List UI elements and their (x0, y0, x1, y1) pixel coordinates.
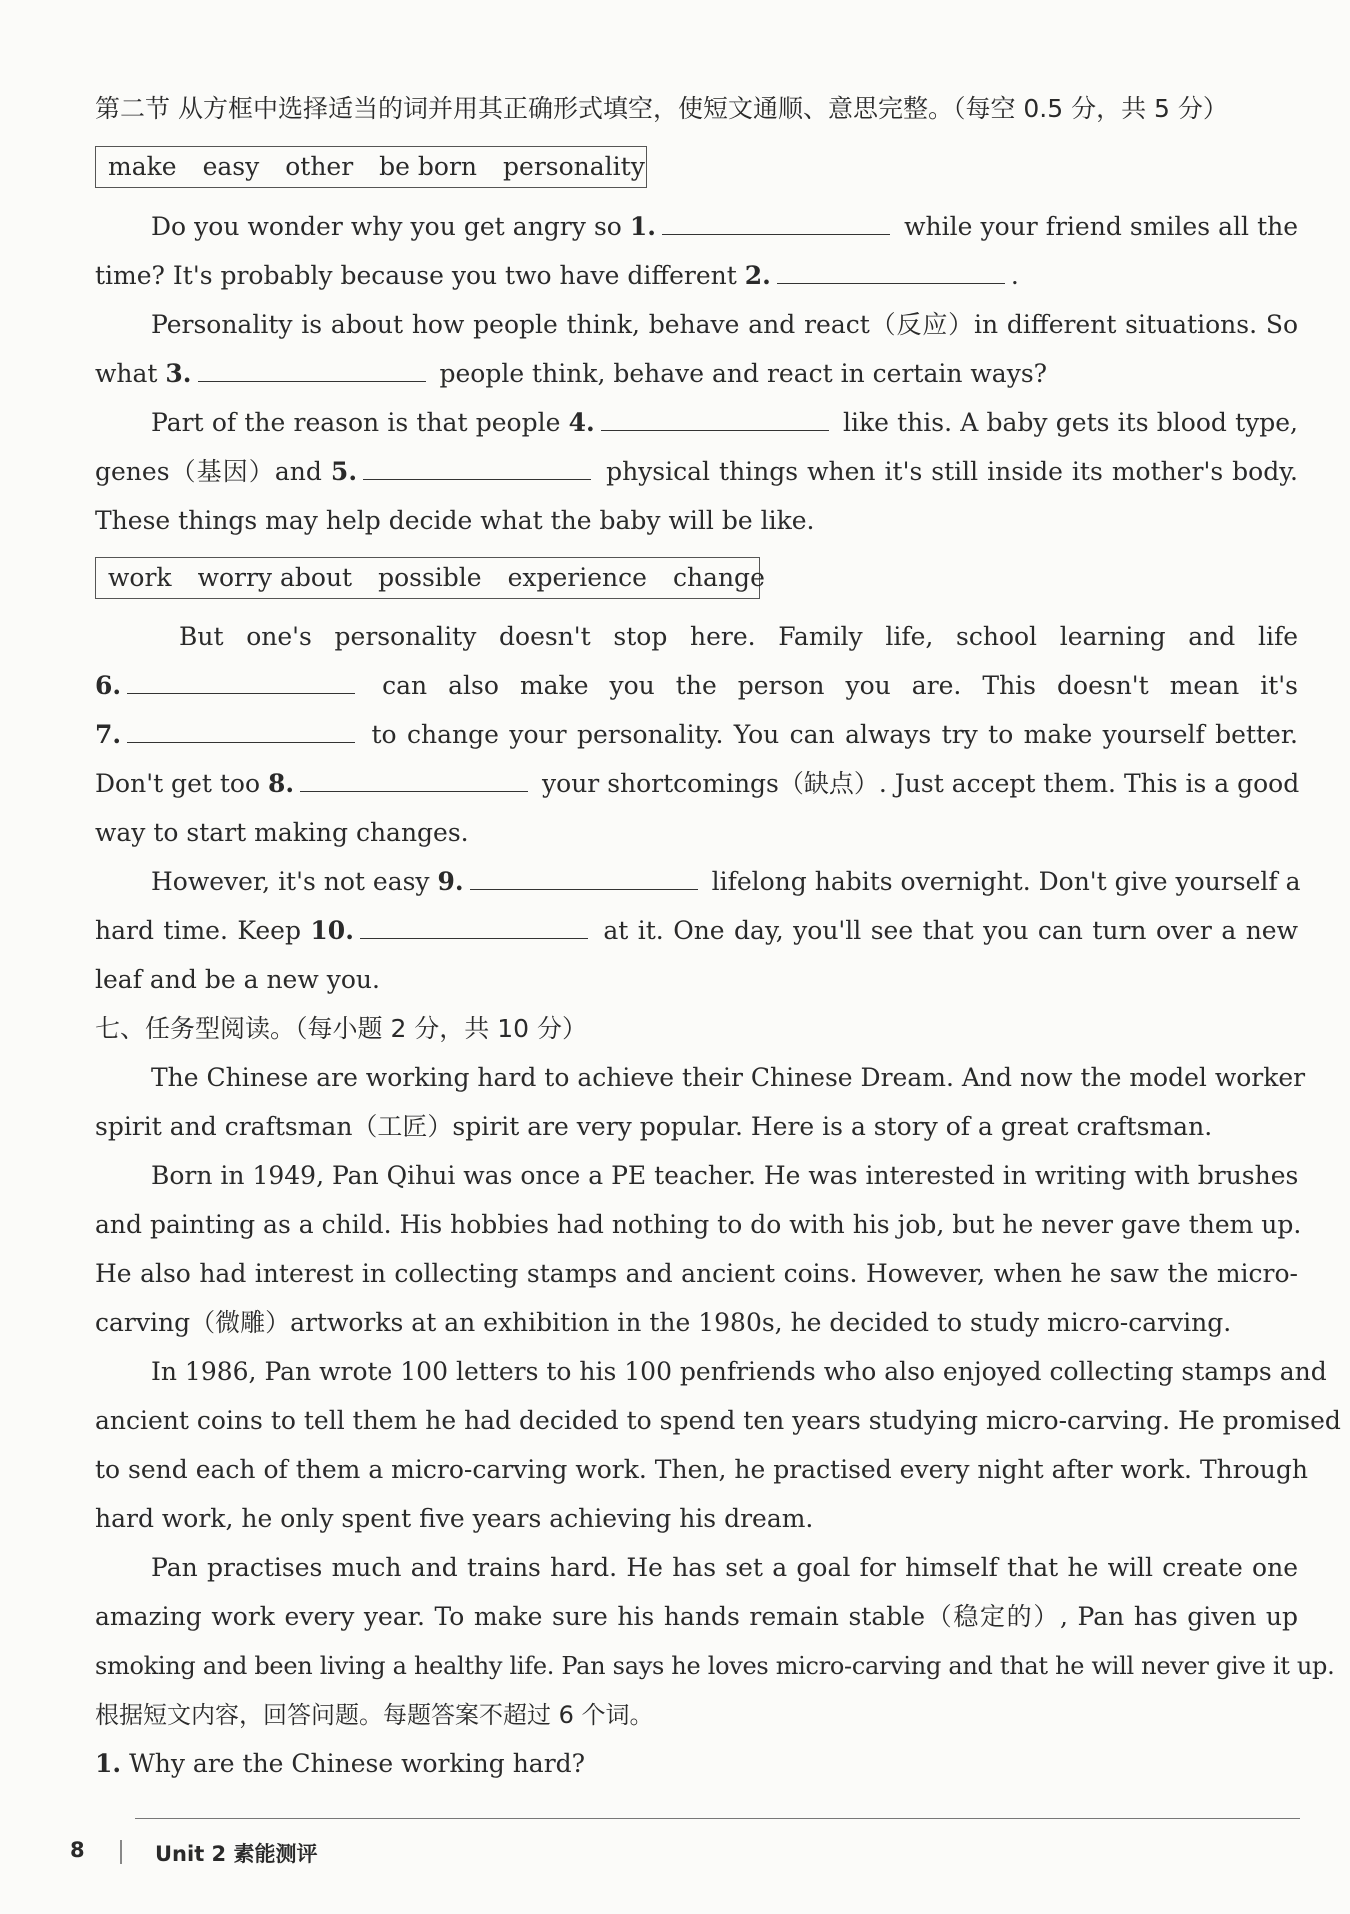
passage-line: way to start making changes. (95, 818, 469, 847)
passage-line: 7. to change your personality. You can always try to make yourself better. (95, 720, 1298, 749)
answer-blank-3[interactable] (198, 357, 426, 382)
word-box-item: personality (503, 152, 645, 181)
reading-line: and painting as a child. His hobbies had nothing to do with his job, but he never gave them up. (95, 1210, 1302, 1239)
passage-line: But one's personality doesn't stop here. Family life, school learning and life (179, 622, 1298, 651)
reading-line: hard work, he only spent five years achieving his dream. (95, 1504, 814, 1533)
word-box-item: experience (507, 563, 647, 592)
word-box-item: be born (379, 152, 478, 181)
answer-blank-2[interactable] (777, 259, 1005, 284)
blank-number: 2. (744, 261, 771, 290)
passage-line: These things may help decide what the baby will be like. (95, 506, 815, 535)
blank-number: 4. (568, 408, 595, 437)
answer-blank-7[interactable] (127, 718, 355, 743)
reading-line: spirit and craftsman（工匠）spirit are very popular. Here is a story of a great craftsman. (95, 1112, 1213, 1141)
answer-blank-9[interactable] (470, 865, 698, 890)
word-box-2 (95, 557, 765, 599)
footer-rule (135, 1818, 1300, 1819)
passage-line: time? It's probably because you two have different 2. . (95, 261, 1019, 290)
reading-line: ancient coins to tell them he had decided to spend ten years studying micro-carving. He promised (95, 1406, 1341, 1435)
answer-blank-5[interactable] (363, 455, 591, 480)
section2-heading: 第二节 从方框中选择适当的词并用其正确形式填空，使短文通顺、意思完整。（每空 0.5 分，共 5 分） (95, 94, 1228, 123)
blank-number: 1. (629, 212, 657, 241)
answer-blank-1[interactable] (662, 210, 890, 235)
section7-heading: 七、任务型阅读。（每小题 2 分，共 10 分） (95, 1014, 588, 1043)
answer-blank-8[interactable] (300, 767, 528, 792)
footer-unit-title: Unit 2 素能测评 (155, 1842, 318, 1866)
passage-line: genes（基因）and 5. physical things when it's still inside its mother's body. (95, 457, 1298, 486)
reading-line: In 1986, Pan wrote 100 letters to his 100 penfriends who also enjoyed collecting stamps and (151, 1357, 1327, 1386)
blank-number: 6. (95, 671, 122, 700)
word-box-item: worry about (197, 563, 353, 592)
reading-line: to send each of them a micro-carving work. Then, he practised every night after work. Through (95, 1455, 1308, 1484)
footer-separator (120, 1840, 122, 1864)
reading-line: The Chinese are working hard to achieve their Chinese Dream. And now the model worker (151, 1063, 1306, 1092)
instruction-text: 根据短文内容，回答问题。每题答案不超过 6 个词。 (95, 1701, 654, 1729)
blank-number: 9. (437, 867, 464, 896)
word-box-item: make (108, 152, 177, 181)
blank-number: 5. (330, 457, 358, 486)
blank-number: 10. (310, 916, 354, 945)
passage-line: However, it's not easy 9. lifelong habits overnight. Don't give yourself a (151, 867, 1301, 896)
passage-line: Do you wonder why you get angry so 1. while your friend smiles all the (151, 212, 1299, 241)
answer-blank-10[interactable] (360, 914, 588, 939)
word-box-item: change (672, 563, 765, 592)
word-box-item: other (285, 152, 354, 181)
reading-line: smoking and been living a healthy life. Pan says he loves micro-carving and that he will never give it up. (95, 1652, 1335, 1680)
word-box-1 (95, 146, 647, 188)
question-1 (95, 1747, 1298, 1781)
passage-line: Part of the reason is that people 4. like this. A baby gets its blood type, (151, 408, 1299, 437)
answer-blank-4[interactable] (601, 406, 829, 431)
passage-line: leaf and be a new you. (95, 965, 380, 994)
reading-line: Born in 1949, Pan Qihui was once a PE teacher. He was interested in writing with brushes (151, 1161, 1299, 1190)
word-box-item: possible (378, 563, 482, 592)
passage-line: what 3. people think, behave and react in certain ways? (95, 359, 1048, 388)
question-number: 1. (95, 1749, 122, 1778)
blank-number: 3. (165, 359, 192, 388)
page-number: 8 (70, 1838, 85, 1862)
blank-number: 8. (267, 769, 295, 798)
passage-line: hard time. Keep 10. at it. One day, you'll see that you can turn over a new (95, 916, 1298, 945)
passage-line: 6. can also make you the person you are. This doesn't mean it's (95, 671, 1298, 700)
passage-line: Personality is about how people think, behave and react（反应）in different situations. So (151, 310, 1298, 339)
reading-line: He also had interest in collecting stamps and ancient coins. However, when he saw the micro- (95, 1259, 1298, 1288)
word-box-item: work (108, 563, 172, 592)
reading-line: carving（微雕）artworks at an exhibition in the 1980s, he decided to study micro-carving. (95, 1308, 1232, 1337)
passage-line: Don't get too 8. your shortcomings（缺点）. Just accept them. This is a good (95, 769, 1300, 798)
reading-line: amazing work every year. To make sure his hands remain stable（稳定的）, Pan has given up (95, 1602, 1298, 1631)
answer-blank-6[interactable] (127, 669, 355, 694)
blank-number: 7. (95, 720, 122, 749)
question-text: Why are the Chinese working hard? (129, 1749, 586, 1778)
reading-line: Pan practises much and trains hard. He has set a goal for himself that he will create one (151, 1553, 1298, 1582)
word-box-item: easy (202, 152, 260, 181)
